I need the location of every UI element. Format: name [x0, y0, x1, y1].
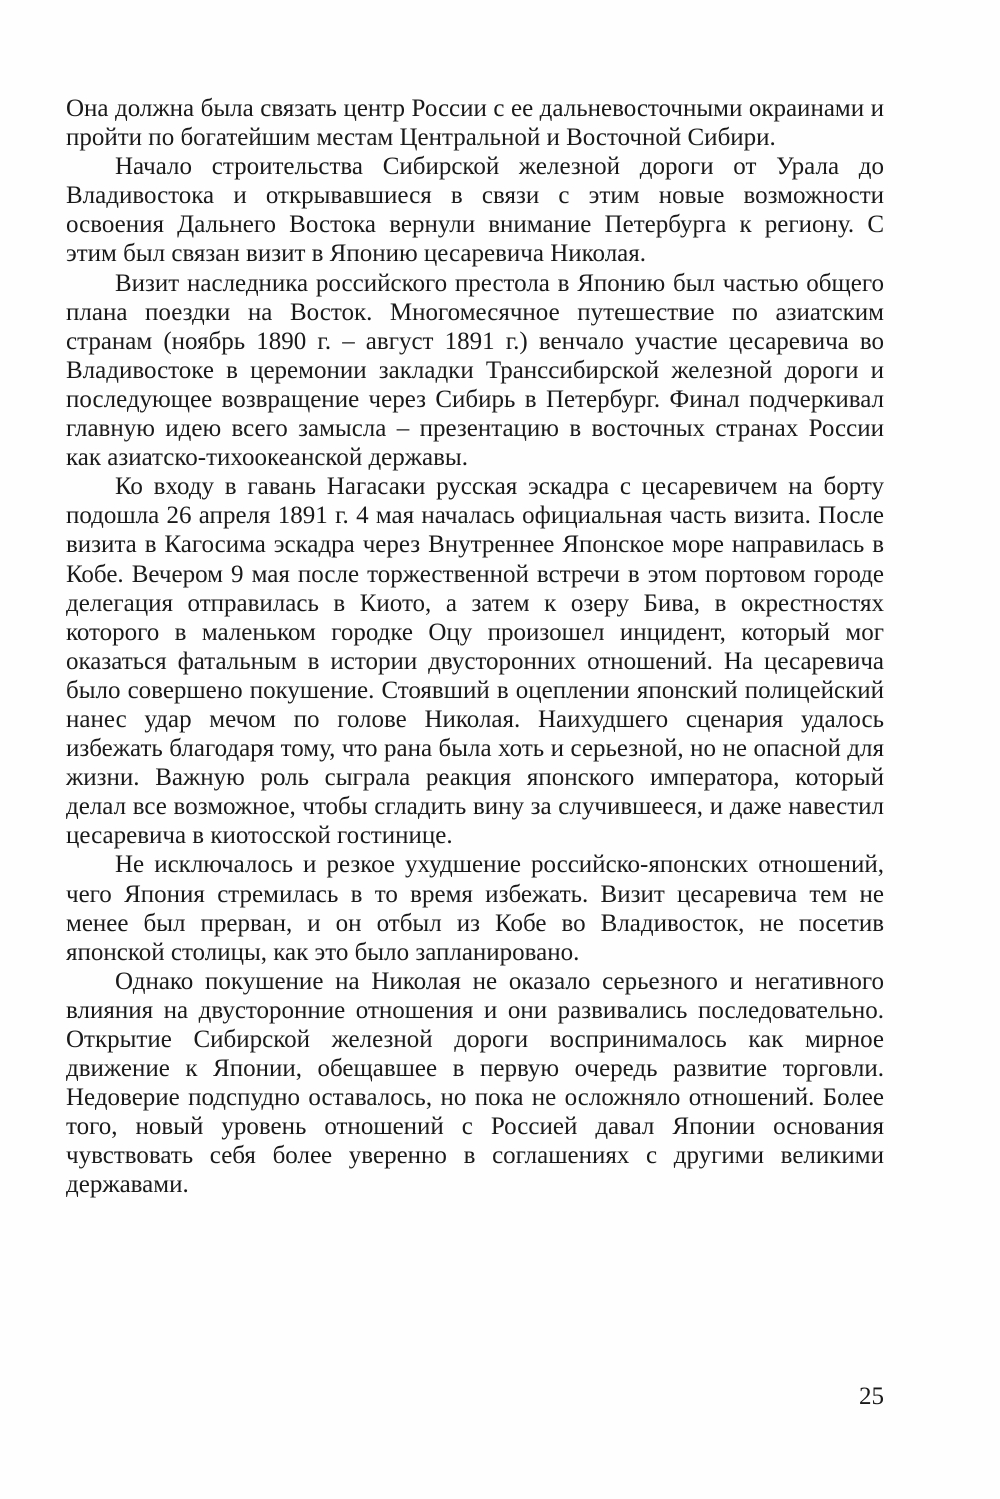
paragraph-2: Начало строительства Сибирской железной дороги от Урала до Владивостока и открывавшиеся в связи с этим новые возможности освоения Дальнего Востока вернули внимание Петербурга к региону. С этим был связан визит в Японию цесаревича Николая.: [66, 153, 884, 268]
paragraph-4: Ко входу в гавань Нагасаки русская эскадра с цесаревичем на борту подошла 26 апреля 1891 г. 4 мая началась официальная часть визита. После визита в Кагосима эскадра через Внутреннее Японское море направилась в Кобе. Вечером 9 мая после торжественной встречи в этом портовом городе делегация отправилась в Киото, а затем к озеру Бива, в окрестностях которого в маленьком городке Оцу произошел инцидент, который мог оказаться фатальным в истории двусторонних отношений. На цесаревича было совершено покушение. Стоявший в оцеплении японский полицейский нанес удар мечом по голове Николая. Наихудшего сценария удалось избежать благодаря тому, что рана была хоть и серьезной, но не опасной для жизни. Важную роль сыграла реакция японского императора, который делал все возможное, чтобы сгладить вину за случившееся, и даже навестил цесаревича в киотосской гостинице.: [66, 473, 884, 850]
page-number: 25: [859, 1383, 884, 1410]
paragraph-6: Однако покушение на Николая не оказало серьезного и негативного влияния на двусторонние отношения и они развивались последовательно. Открытие Сибирской железной дороги воспринималось как мирное движение к Японии, обещавшее в первую очередь развитие торговли. Недоверие подспудно оставалось, но пока не осложняло отношений. Более того, новый уровень отношений с Россией давал Японии основания чувствовать себя более уверенно в соглашениях с другими великими державами.: [66, 967, 884, 1199]
paragraph-5: Не исключалось и резкое ухудшение российско-японских отношений, чего Япония стремилась в то время избежать. Визит цесаревича тем не менее был прерван, и он отбыл из Кобе во Владивосток, не посетив японской столицы, как это было запланировано.: [66, 851, 884, 966]
paragraph-3: Визит наследника российского престола в Японию был частью общего плана поездки на Восток. Многомесячное путешествие по азиатским странам (ноябрь 1890 г. – август 1891 г.) венчало участие цесаревича во Владивостоке в церемонии закладки Транссибирской железной дороги и последующее возвращение через Сибирь в Петербург. Финал подчеркивал главную идею всего замысла – презентацию в восточных странах России как азиатско-тихоокеанской державы.: [66, 269, 884, 472]
body-text: [66, 94, 884, 1200]
paragraph-1: Она должна была связать центр России с ее дальневосточными окраинами и пройти по богатейшим местам Центральной и Восточной Сибири.: [66, 95, 884, 152]
